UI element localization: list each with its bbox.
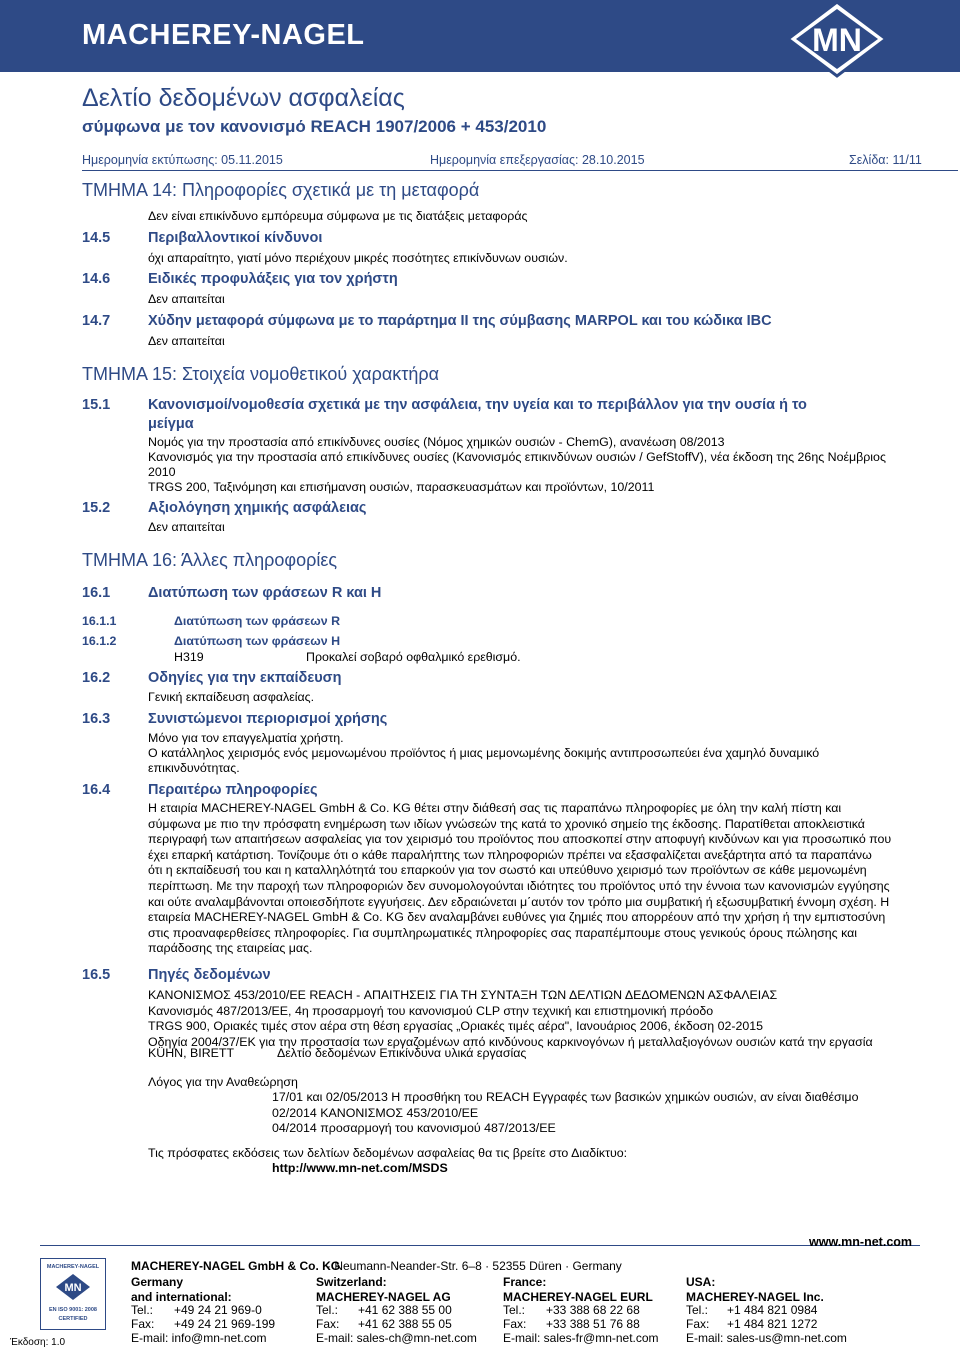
section-15-1-title: Κανονισμοί/νομοθεσία σχετικά με την ασφάλεια, την υγεία και το περιβάλλον για την ουσία ή το (148, 397, 807, 413)
footer-col-head: Germany (131, 1275, 184, 1289)
paragraph-line: παράδοσης της εταιρείας μας. (148, 941, 313, 956)
footer-col-head: MACHEREY-NAGEL Inc. (686, 1290, 824, 1304)
section-16-3-number: 16.3 (82, 711, 111, 727)
paragraph-line: περίπτωση. Με την παροχή των πληροφοριών δεν συνομολογούνται ιδιότητες του προϊόντος υπό την έννοια των κανονισμών εγγύησης (148, 878, 890, 893)
revision-date: Ημερομηνία επεξεργασίας: 28.10.2015 (430, 153, 645, 167)
paragraph-line: ότι η εκπαίδευσή του και η καταλληλότητά του επαρκούν για τον σωστό και υπεύθυνο χειρισμό των προϊόντων σε κάθε μεμονωμένη (148, 863, 867, 878)
footer-website[interactable]: www.mn-net.com (809, 1235, 913, 1249)
section-16-2-text: Γενική εκπαίδευση ασφαλείας. (148, 690, 315, 704)
source-line: Κανονισμός 487/2013/ΕΕ, 4η προσαρμογή του κανονισμού CLP στην τεχνική και επιστημονική πρόοδο (148, 1003, 714, 1018)
revision-reason-line: 17/01 και 02/05/2013 H προσθήκη του REACH Εγγραφές των βασικών χημικών ουσιών, αν είναι διαθέσιμο (272, 1090, 859, 1104)
section-14-7-text: Δεν απαιτείται (148, 334, 225, 348)
footer-col-head: MACHEREY-NAGEL EURL (503, 1290, 653, 1304)
footer-tel-label: Tel.: (316, 1303, 339, 1317)
footer-email[interactable]: E-mail: sales-ch@mn-net.com (316, 1331, 477, 1345)
footer-address: · Neumann-Neander-Str. 6–8 · 52355 Düren · Germany (327, 1259, 622, 1273)
cert-logo-letters: MN (64, 1282, 82, 1294)
section-16-1-1-number: 16.1.1 (82, 614, 117, 628)
revision-reason-label: Λόγος για την Αναθεώρηση (148, 1075, 298, 1089)
section-14-7-number: 14.7 (82, 313, 111, 329)
section-16-1-2-title: Διατύπωση των φράσεων H (174, 634, 341, 648)
page-number: Σελίδα: 11/11 (849, 153, 922, 167)
footer-fax-label: Fax: (131, 1317, 155, 1331)
footer-tel-label: Tel.: (686, 1303, 709, 1317)
section-16-5-number: 16.5 (82, 967, 111, 983)
section-15-title: ΤΜΗΜΑ 15: Στοιχεία νομοθετικού χαρακτήρα (82, 364, 439, 384)
footer-tel: +1 484 821 0984 (727, 1303, 818, 1317)
section-15-1-line: 2010 (148, 465, 176, 479)
section-14-6-title: Ειδικές προφυλάξεις για τον χρήστη (148, 271, 398, 287)
section-16-1-2-number: 16.1.2 (82, 634, 117, 648)
footer-email[interactable]: E-mail: info@mn-net.com (131, 1331, 267, 1345)
footer-email[interactable]: E-mail: sales-us@mn-net.com (686, 1331, 847, 1345)
section-16-5-title: Πηγές δεδομένων (148, 967, 271, 983)
section-15-1-line: TRGS 200, Ταξινόμηση και επισήμανση ουσιών, παρασκευασμάτων και προϊόντων, 10/2011 (148, 480, 655, 494)
h-phrase-text: Προκαλεί σοβαρό οφθαλμικό ερεθισμό. (306, 650, 521, 664)
footer-fax: +41 62 388 55 05 (358, 1317, 452, 1331)
header-rule (82, 170, 958, 171)
paragraph-line: Η εταιρία MACHEREY-NAGEL GmbH & Co. KG θέτει στην διάθεσή σας τις παραπάνω πληροφορίες με όλη την καλή πίστη και (148, 801, 842, 815)
section-15-2-text: Δεν απαιτείται (148, 520, 225, 534)
logo-letters: MN (812, 22, 862, 58)
section-16-2-title: Οδηγίες για την εκπαίδευση (148, 670, 342, 686)
source-title: Δελτίο δεδομένων Επικίνδυνα υλικά εργασίας (277, 1046, 527, 1060)
footer-fax: +49 24 21 969-199 (174, 1317, 276, 1331)
revision-reason-line: 04/2014 προσαρμογή του κανονισμού 487/2013/ΕΕ (272, 1121, 556, 1136)
footer-rule (40, 1245, 920, 1246)
section-14-5-title: Περιβαλλοντικοί κίνδυνοι (148, 230, 323, 246)
footer-tel: +49 24 21 969-0 (174, 1303, 262, 1317)
footer-tel: +41 62 388 55 00 (358, 1303, 452, 1317)
latest-versions-text: Τις πρόσφατες εκδόσεις των δελτίων δεδομένων ασφαλείας θα τις βρείτε στο Διαδίκτυο: (148, 1146, 628, 1160)
section-16-3-title: Συνιστώμενοι περιορισμοί χρήσης (148, 711, 388, 727)
section-14-6-number: 14.6 (82, 271, 111, 287)
footer-fax-label: Fax: (686, 1317, 710, 1331)
data-sources-list (148, 988, 873, 1050)
footer-company: MACHEREY-NAGEL GmbH & Co. KG (131, 1259, 341, 1273)
section-15-1-number: 15.1 (82, 397, 111, 413)
footer-email[interactable]: E-mail: sales-fr@mn-net.com (503, 1331, 659, 1345)
footer-tel-label: Tel.: (503, 1303, 526, 1317)
source-line: Οδηγία 2004/37/ΕΚ για την προστασία των εργαζομένων από κινδύνους καρκινογόνων ή μεταλλαξιογόνων ουσιών κατά την εργασία (148, 1034, 873, 1049)
cert-status: CERTIFIED (58, 1316, 88, 1322)
footer-col-head: MACHEREY-NAGEL AG (316, 1290, 451, 1304)
document-subtitle: σύμφωνα με τον κανονισμό REACH 1907/2006 + 453/2010 (82, 117, 547, 136)
source-author: KÜHN, BIRETT (148, 1046, 235, 1060)
document-version: Έκδοση: 1.0 (10, 1337, 66, 1348)
section-16-2-number: 16.2 (82, 670, 111, 686)
paragraph-line: στις προαναφερθείσες πληροφορίες. Για συμπληρωματικές πληροφορίες σας παραπέμπουμε στους γενικούς όρους πώλησης και (148, 925, 858, 940)
section-15-1-line: Κανονισμός για την προστασία από επικίνδυνες ουσίες (Κανονισμός επικινδύνων ουσιών / GefStoffV), νέα έκδοση της 26ης Νοέμβριος (148, 450, 886, 464)
section-16-1-number: 16.1 (82, 585, 111, 601)
section-15-1-line: Νομός για την προστασία από επικίνδυνες ουσίες (Νόμος χημικών ουσιών - ChemG), ανανέωση 08/2013 (148, 435, 725, 449)
cert-standard: EN ISO 9001: 2008 (48, 1307, 97, 1313)
paragraph-line: έχει επαρκή κατάρτιση. Τονίζουμε ότι ο κάθε παραλήπτης των πληροφοριών πρέπει να εξασφαλίζεται ανεξάρτητα από τα παραπάνω (148, 847, 872, 862)
footer-tel: +33 388 68 22 68 (546, 1303, 640, 1317)
paragraph-line: εταιρεία MACHEREY-NAGEL GmbH & Co. KG δεν αναλαμβάνει ευθύνες για ζημιές που απορρέουν από την χρήση ή την εμπιστοσύνη (148, 910, 886, 925)
section-16-3-line: Μόνο για τον επαγγελματία χρήστη. (148, 731, 344, 745)
footer-fax-label: Fax: (316, 1317, 340, 1331)
footer-col-head: USA: (686, 1275, 716, 1289)
section-16-3-line: Ο κατάλληλος χειρισμός ενός μεμονωμένου προϊόντος ή μιας μεμονωμένης δοκιμής αντιπροσωπεύει ένα χαμηλό δυναμικό (148, 746, 820, 760)
section-16-1-title: Διατύπωση των φράσεων R και H (148, 585, 382, 601)
paragraph-line: σύμφωνα με πιο την πρόσφατη ενημέρωση των ιδίων γνώσεών της κατά το χρονικό σημείο της έκδοσης. Παρατίθεται αποκλειστικά (148, 816, 865, 831)
paragraph-line: και ούτε αναλαμβάνονται οποιεσδήποτε εγγυήσεις. Δεν εδραιώνεται μ΄αυτόν τον τρόπο μια συμβατική ή εξωσυμβατική έννομη σχέση. Η (148, 894, 890, 909)
footer-fax: +1 484 821 1272 (727, 1317, 818, 1331)
section-15-1-title-cont: μείγμα (148, 416, 194, 432)
section-14-6-text: Δεν απαιτείται (148, 292, 225, 306)
mn-logo-icon (782, 0, 892, 78)
h-phrase-code: H319 (174, 650, 204, 664)
section-14-5-text: όχι απαραίτητο, γιατί μόνο περιέχουν μικρές ποσότητες επικίνδυνων ουσιών. (148, 251, 568, 265)
revision-reason-line: 02/2014 ΚΑΝΟΝΙΣΜΟΣ 453/2010/ΕΕ (272, 1105, 479, 1120)
section-14-intro: Δεν είναι επικίνδυνο εμπόρευμα σύμφωνα με τις διατάξεις μεταφοράς (148, 209, 528, 223)
msds-link[interactable]: http://www.mn-net.com/MSDS (272, 1161, 448, 1175)
section-16-4-paragraph (148, 801, 891, 957)
section-14-7-title: Χύδην μεταφορά σύμφωνα με το παράρτημα II της σύμβασης MARPOL και του κώδικα IBC (148, 313, 772, 329)
footer-col-head: and international: (131, 1290, 232, 1304)
footer-fax-label: Fax: (503, 1317, 527, 1331)
revision-reasons (272, 1090, 858, 1137)
section-14-5-number: 14.5 (82, 230, 111, 246)
brand-name: MACHEREY-NAGEL (82, 19, 365, 51)
section-15-2-title: Αξιολόγηση χημικής ασφάλειας (148, 500, 367, 516)
source-line: ΚΑΝΟΝΙΣΜΟΣ 453/2010/ΕΕ REACH - ΑΠΑΙΤΗΣΕΙΣ ΓΙΑ ΤΗ ΣΥΝΤΑΞΗ ΤΩΝ ΔΕΛΤΙΩΝ ΔΕΔΟΜΕΝΩΝ ΑΣΦΑΛΕΙΑΣ (148, 988, 778, 1002)
source-line: TRGS 900, Οριακές τιμές στον αέρα στη θέση εργασίας „Οριακές τιμές αέρα", Ιανουάριος 2006, έκδοση 02-2015 (148, 1019, 764, 1034)
print-date: Ημερομηνία εκτύπωσης: 05.11.2015 (82, 153, 283, 167)
section-16-1-1-title: Διατύπωση των φράσεων R (174, 614, 341, 628)
section-16-title: ΤΜΗΜΑ 16: Άλλες πληροφορίες (82, 550, 338, 570)
section-16-4-number: 16.4 (82, 782, 111, 798)
footer-fax: +33 388 51 76 88 (546, 1317, 640, 1331)
document-title: Δελτίο δεδομένων ασφαλείας (82, 84, 405, 112)
section-14-title: ΤΜΗΜΑ 14: Πληροφορίες σχετικά με τη μεταφορά (82, 180, 480, 200)
section-15-2-number: 15.2 (82, 500, 111, 516)
section-16-4-title: Περαιτέρω πληροφορίες (148, 782, 318, 798)
footer-col-head: France: (503, 1275, 547, 1289)
footer-tel-label: Tel.: (131, 1303, 154, 1317)
footer-col-head: Switzerland: (316, 1275, 387, 1289)
iso-certificate-icon (40, 1258, 106, 1330)
section-16-3-line: επικινδυνότητας. (148, 761, 240, 775)
paragraph-line: περιγραφή των απαιτήσεων ασφαλείας για τον χειρισμό του προϊόντος που αποσκοπεί στην αποφυγή κινδύνων και για προσωπικό που (148, 832, 892, 847)
cert-brand: MACHEREY-NAGEL (46, 1264, 100, 1270)
